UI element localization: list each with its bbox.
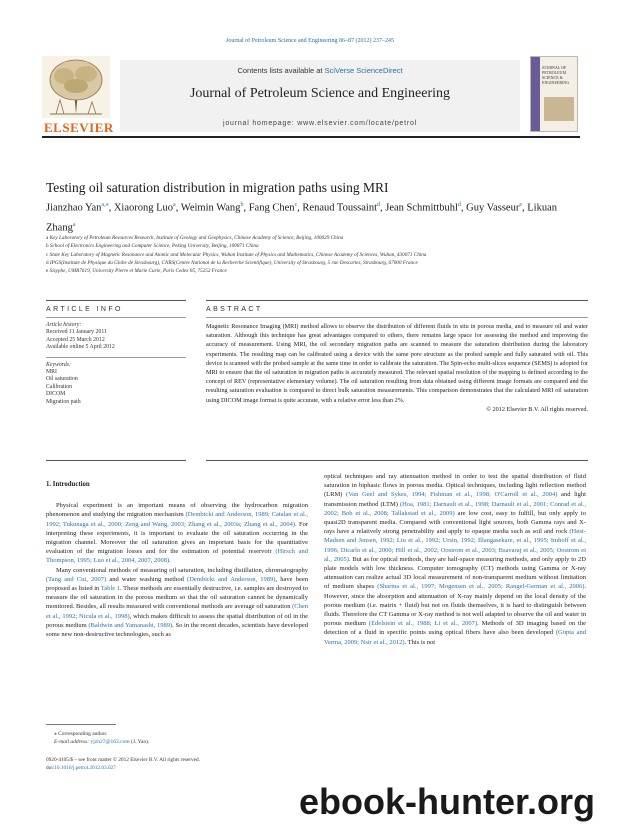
citation-link[interactable]: (Hoa, 1981; Darnault et al., 1998; Darnault et al., 2001; Conrad et al., 2002; Bob et al., 2008; Tallakstad et al., 2009) (324, 500, 586, 517)
history-item: Received 11 January 2011 (46, 329, 107, 336)
abstract-rule-bottom (206, 460, 588, 461)
citation-link[interactable]: (Chen et al., 1992; Nicula et al., 1998) (46, 603, 308, 620)
affiliation-text: Key Laboratory of Petroleum Resources Research, Institute of Geology and Geophysics, Chinese Academy of Science, Beijing, 100029 China (49, 235, 344, 241)
journal-header (42, 52, 580, 138)
journal-homepage[interactable]: journal homepage: www.elsevier.com/locate/petrol (222, 120, 418, 127)
contents-line (120, 66, 520, 75)
watermark: ebook-hunter.org (165, 780, 595, 824)
sciencedirect-link[interactable]: SciVerse ScienceDirect (324, 66, 403, 75)
body-text: optical techniques and ray attenuation method in order to test the spatial distribution of fluid saturation in biphasic flows in porous media. Optical techniques, including light reflection method (LRM) (324, 473, 586, 499)
author-affil-mark[interactable]: a,⁎ (101, 202, 109, 208)
history-item: Accepted 25 March 2012 (46, 336, 105, 343)
keyword[interactable]: Calibration (46, 383, 73, 390)
article-info-heading: ARTICLE INFO (46, 306, 123, 313)
author-name: Weimin Wang (180, 202, 241, 214)
cover-spine (531, 57, 540, 131)
email-label: E-mail address: (54, 739, 91, 745)
body-text: are low cost, easy to fulfill, but only apply to quasi2D transparent media. Compared with conventional light sources, both Gamma rays and X-rays have a relatively strong penetrability and apply to opaque media such as soil and rock (324, 509, 586, 536)
paper-title: Testing oil saturation distribution in migration paths using MRI (46, 180, 389, 195)
affiliation-key: a (46, 235, 49, 241)
affiliation (46, 259, 586, 267)
citation-link[interactable]: (Dembicki and Anderson, 1989; Catalan et al., 1992; Tukunaga et al., 2000; Zeng and Wang, 2003; Zhang et al., 2003a; Zhang et al., 2004) (46, 511, 308, 528)
footnote-rule (46, 724, 116, 725)
affiliation-list (46, 234, 586, 275)
citation-link[interactable]: (Sharma et al., 1997; Mogensen et al., 2005; Rangel-German et al., 2006) (377, 583, 585, 591)
keyword[interactable]: Oil saturation (46, 376, 78, 383)
abstract-rule-top (206, 300, 588, 301)
intro-paragraph (324, 472, 586, 647)
citation-link[interactable]: (Tang and Cui, 2007) (46, 575, 107, 583)
contents-prefix: Contents lists available at (237, 66, 325, 75)
affiliation (46, 267, 586, 275)
affiliation-text: State Key Laboratory of Magnetic Resonance and Atomic and Molecular Physics, Wuhan Institute of Physics and Mathematics, Chinese Academy of Sciences, Wuhan, 430071 China (49, 251, 427, 258)
author-affil-mark[interactable]: a (72, 221, 76, 228)
footnote-line: ⁎ Corresponding author. (54, 731, 108, 737)
author-affil-mark[interactable]: d (377, 202, 381, 208)
doi-link[interactable]: 10.1016/j.petrol.2012.03.027 (54, 764, 116, 771)
intro-right-column (324, 472, 586, 647)
author-separator: , (108, 202, 114, 214)
author-separator: , (243, 202, 249, 214)
body-text: Physical experiment is an important means of observing the hydrocarbon migration phenomenon and studying the migration mechanism (46, 502, 308, 519)
keywords-label: Keywords: (46, 361, 71, 368)
history-list (46, 329, 186, 351)
email-suffix: (J. Yan). (129, 739, 150, 745)
affiliation-text: Sisyphe, UMR7619, University Pierre et Marie Curie, Paris Cedex 05, 75252 France (49, 268, 227, 275)
author-affil-mark[interactable]: e (519, 202, 522, 208)
copyright: © 2012 Elsevier B.V. All rights reserved. (486, 405, 588, 413)
author-name: Guy Vasseur (466, 202, 520, 214)
author-name: Xiaorong Luo (113, 202, 174, 214)
keyword[interactable]: DICOM (46, 391, 66, 398)
cover-title: JOURNAL OF PETROLEUM SCIENCE & ENGINEERING (542, 65, 570, 85)
history-item: Available online 5 April 2012 (46, 344, 115, 351)
affiliation-text: IPGS(Institute de Physique du Globe de Strasbourg), CNRS(Centre National de la Recherche Scientifique), University of Strasbourg, 5 rue Descartes, Strasbourg, 67000 France (49, 259, 418, 266)
issn-block (46, 757, 308, 772)
affiliation (46, 234, 586, 242)
body-text: . So in the recent decades, scientists have developed some new non-destructive technologies, such as (46, 621, 309, 639)
body-text: . (169, 557, 171, 565)
author-affil-mark[interactable]: d (457, 202, 461, 208)
body-text: and water washing method (106, 575, 188, 583)
author-name: Fang Chen (248, 202, 295, 214)
cover-image (544, 97, 574, 121)
citation-link[interactable]: (Gupta and Verma, 2009; Nsir et al., 2012) (324, 629, 586, 646)
abstract-heading: ABSTRACT (206, 306, 263, 313)
citation-link[interactable]: (Van Geel and Sykes, 1994; Fishman et al., 1998; O'Carroll et al., 2004) (346, 491, 558, 499)
keyword[interactable]: MRI (46, 369, 57, 376)
author-name: Renaud Toussaint (302, 202, 378, 214)
body-text: . For interpreting these experiments, it is important to evaluate the oil saturation occurring in the migration channel. Moreover the oil saturation gives an important basis for the quantitative evaluation of the migration losses and for the estimation of potential reservoir (46, 520, 309, 556)
intro-paragraph (46, 501, 308, 565)
keyword[interactable]: Migration path (46, 398, 81, 405)
body-text: . However, since the absorption and attenuation of X-ray mainly depend on the local density of the porous medium (i.e. matrix + fluid) but not on fluids themselves, it is hard to distinguish between fluids. Therefore the CT Gamma or X-ray method is not well adapted to observe the oil and water in porous medium (324, 583, 586, 628)
author-separator: , (297, 202, 303, 214)
journal-cover-thumbnail (530, 56, 578, 132)
abstract-body (206, 322, 588, 414)
body-text: Many conventional methods of measuring oil saturation, including distillation, chromatography (56, 566, 308, 574)
info-divider (46, 357, 186, 358)
body-text: and light transmission method (LTM) (324, 491, 586, 508)
info-rule-top (46, 300, 186, 301)
author-name: Jianzhao Yan (46, 202, 102, 214)
issn-line: 0920-4105/$ – see front matter © 2012 Elsevier B.V. All rights reserved. (46, 757, 200, 763)
email-link[interactable]: yjzh27@163.com (90, 739, 130, 745)
author-separator: , (522, 202, 528, 214)
author-affil-mark[interactable]: b (240, 202, 244, 208)
body-text: . But as for optical methods, they are half-space measuring methods, and only apply to 2D plate models with low thickness. Computer tomography (CT) methods using Gamma or X-ray attenuation can realize actual 3D local measurement of non-transparent medium without limitation of medium shapes (324, 555, 587, 591)
affiliation-key: d (46, 259, 49, 266)
body-text: . These methods are essentially destructive, i.e. samples are destroyed to measure the oil saturation in the porous medium so that the oil saturation cannot be dynamically monitored. Besides, all results measured with conventional methods are average oil saturation (46, 585, 309, 611)
info-rule-bottom (46, 460, 186, 461)
citation-link[interactable]: (Edelstein et al., 1988; Li et al., 2007) (368, 620, 477, 628)
intro-left-column (46, 480, 308, 639)
footnote-email-line (46, 738, 308, 746)
author-affil-mark[interactable]: a (173, 202, 176, 208)
elsevier-wordmark: ELSEVIER (44, 120, 114, 135)
body-text: . Methods of 3D imaging based on the detection of a fluid in specific points using optical fibers have also been developed (324, 620, 586, 637)
author-list (46, 197, 586, 236)
citation-link[interactable]: (Baldwin and Yamanashi, 1989) (88, 621, 173, 629)
author-separator: , (460, 202, 467, 214)
journal-citation[interactable]: Journal of Petroleum Science and Engineering 86–87 (2012) 237–245 (226, 38, 394, 44)
citation-link[interactable]: (Hirsch and Thompson, 1995; Luo et al., 2004, 2007, 2008) (46, 548, 308, 565)
body-text: . This is not (404, 638, 436, 646)
corresponding-footnote (46, 730, 308, 746)
affiliation-text: School of Electronics Engineering and Computer Science, Peking University, Beijing, 100871 China (49, 243, 259, 250)
info-rule-mid (46, 317, 186, 318)
affiliation-key: c (46, 251, 49, 258)
abstract-rule-mid (206, 317, 588, 318)
intro-heading: 1. Introduction (46, 481, 90, 488)
citation-link[interactable]: (Høst-Madsen and Jensen, 1992; Liu et al., 1992; Ursin, 1992; Illangasekare, et al., 1995; Imhoff et al., 1996; Dicarlo et al., 2000; Hill et al., 2002; Oostrom et al., 2003; Bsavaraj et al., 2005; Oostrom et al., 2005) (324, 528, 586, 563)
affiliation (46, 242, 586, 250)
elsevier-tree-logo (42, 56, 110, 118)
keywords-list (46, 369, 186, 406)
citation-link[interactable]: Table 1 (100, 585, 121, 593)
abstract-text: Magnetic Resonance Imaging (MRI) method allows to observe the distribution of different fluids in situ in porous media, and to measure oil and water saturation. Although this technique has great advantages compared to others, there remains large space for assessing the method and improving the accuracy of measurement. Using MRI, the oil secondary migration paths are scanned to measure the saturation distribution during the laboratory experiments. The resulting map can be calibrated using a device with the same pore structure as the probed sample and fully saturated with oil. This device is scanned with the probed sample at the same time in order to calibrate the saturation. The Spin-echo multi-slices sequence (SEMS) is adopted for MRI to ensure that the oil saturation in migration paths is accurately measured. The relevant spatial resolution of the mapping is defined according to the concept of REV (representative elementary volume). The oil saturation resulting from data obtained using different image formats are compared and the resulting saturation evaluation is compared to direct bulk saturation measurements. This comparison demonstrates that the calculated MRI oil saturation using DICOM image format is quite accurate, with a relative error less than 2%. (206, 323, 588, 404)
affiliation-key: e (46, 268, 49, 275)
author-separator: , (380, 202, 386, 214)
intro-paragraph (46, 566, 308, 640)
body-text: , which makes difficult to assess the spatial distribution of oil in the porous medium (46, 612, 308, 629)
author-affil-mark[interactable]: c (294, 202, 298, 208)
affiliation-key: b (46, 243, 49, 250)
citation-link[interactable]: (Dembicki and Anderson, 1989) (187, 575, 276, 583)
author-name: Likuan Zhang (46, 202, 557, 233)
doi-line (46, 765, 308, 773)
author-separator: , (175, 202, 181, 214)
body-text: , have been proposed as listed in (46, 575, 308, 593)
doi-label: doi: (46, 764, 55, 771)
journal-title: Journal of Petroleum Science and Engineering (189, 86, 451, 101)
author-name: Jean Schmittbuhl (385, 202, 458, 214)
affiliation (46, 251, 586, 259)
history-label: Article history: (46, 322, 82, 328)
article-info (46, 322, 186, 406)
